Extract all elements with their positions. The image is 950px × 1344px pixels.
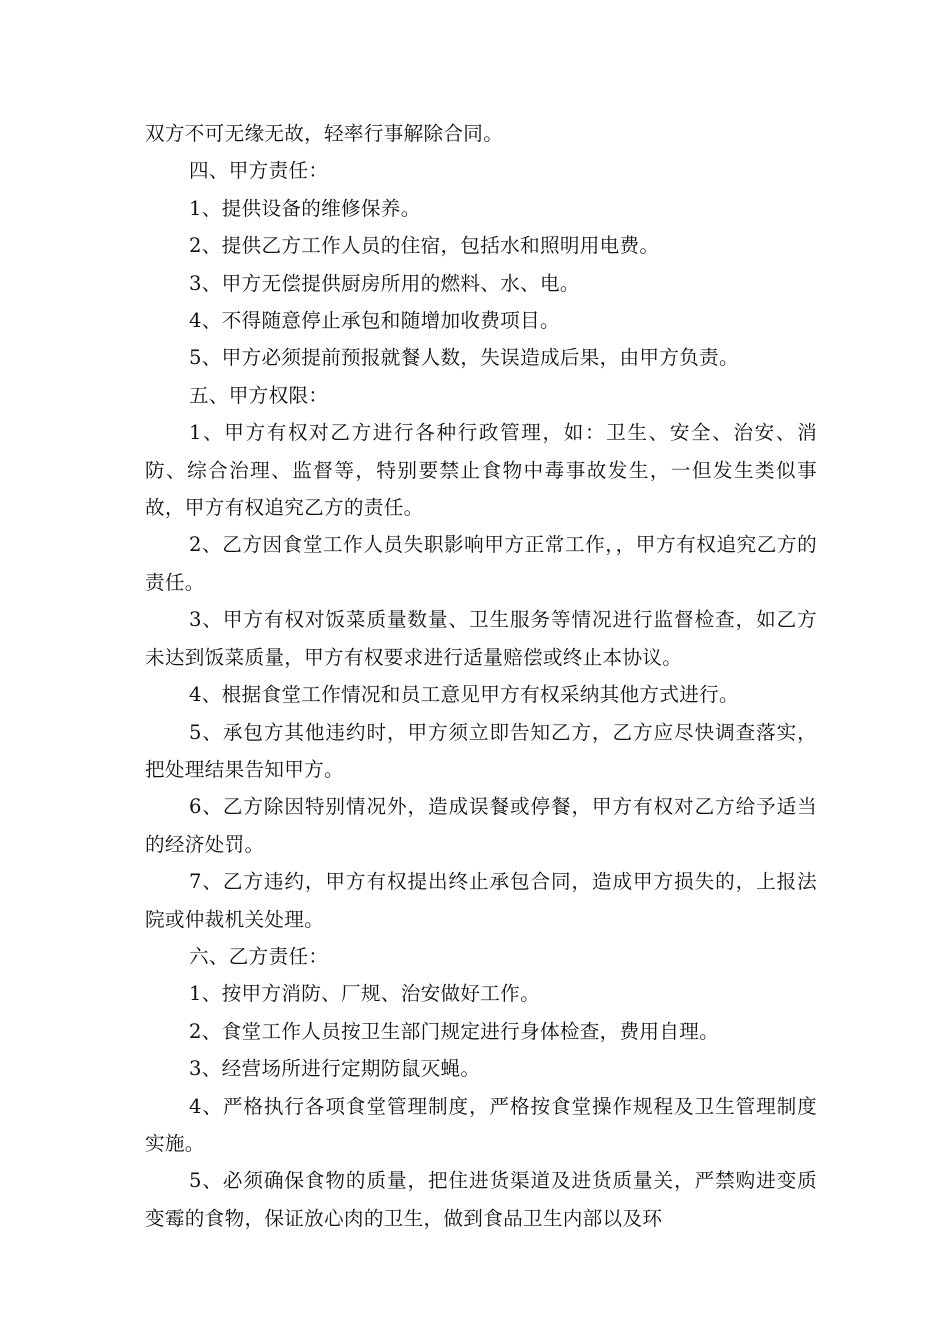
document-body — [145, 115, 817, 1237]
list-item: 1、提供设备的维修保养。 — [189, 196, 421, 220]
list-item: 1、按甲方消防、厂规、治安做好工作。 — [189, 982, 540, 1006]
list-item: 2、乙方因食堂工作人员失职影响甲方正常工作，，甲方有权追究乙方的责任。 — [145, 533, 817, 594]
list-item: 2、食堂工作人员按卫生部门规定进行身体检查，费用自理。 — [189, 1019, 720, 1043]
list-item: 3、经营场所进行定期防鼠灭蝇。 — [189, 1057, 481, 1081]
list-item: 5、承包方其他违约时，甲方须立即告知乙方，乙方应尽快调查落实，把处理结果告知甲方。 — [145, 720, 817, 781]
list-item: 3、甲方有权对饭菜质量数量、卫生服务等情况进行监督检查，如乙方未达到饭菜质量，甲方有权要求进行适量赔偿或终止本协议。 — [145, 608, 817, 669]
list-item: 1、甲方有权对乙方进行各种行政管理，如：卫生、安全、治安、消防、综合治理、监督等，特别要禁止食物中毒事故发生，一但发生类似事故，甲方有权追究乙方的责任。 — [145, 421, 817, 520]
list-item: 4、根据食堂工作情况和员工意见甲方有权采纳其他方式进行。 — [189, 683, 739, 707]
list-item: 4、不得随意停止承包和随增加收费项目。 — [189, 309, 560, 333]
section-heading: 四、甲方责任： — [189, 159, 329, 183]
list-item: 3、甲方无偿提供厨房所用的燃料、水、电。 — [189, 271, 580, 295]
section-heading: 六、乙方责任： — [189, 944, 329, 968]
list-item: 4、严格执行各项食堂管理制度，严格按食堂操作规程及卫生管理制度实施。 — [145, 1094, 817, 1155]
section-heading: 五、甲方权限： — [189, 383, 329, 407]
paragraph: 双方不可无缘无故，轻率行事解除合同。 — [145, 122, 504, 145]
list-item: 5、甲方必须提前预报就餐人数，失误造成后果，由甲方负责。 — [189, 346, 739, 370]
list-item: 5、必须确保食物的质量，把住进货渠道及进货质量关，严禁购进变质变霉的食物，保证放心肉的卫生，做到食品卫生内部以及环 — [145, 1169, 817, 1230]
list-item: 7、乙方违约，甲方有权提出终止承包合同，造成甲方损失的，上报法院或仲裁机关处理。 — [145, 870, 817, 931]
list-item: 2、提供乙方工作人员的住宿，包括水和照明用电费。 — [189, 234, 660, 258]
list-item: 6、乙方除因特别情况外，造成误餐或停餐，甲方有权对乙方给予适当的经济处罚。 — [145, 795, 817, 856]
